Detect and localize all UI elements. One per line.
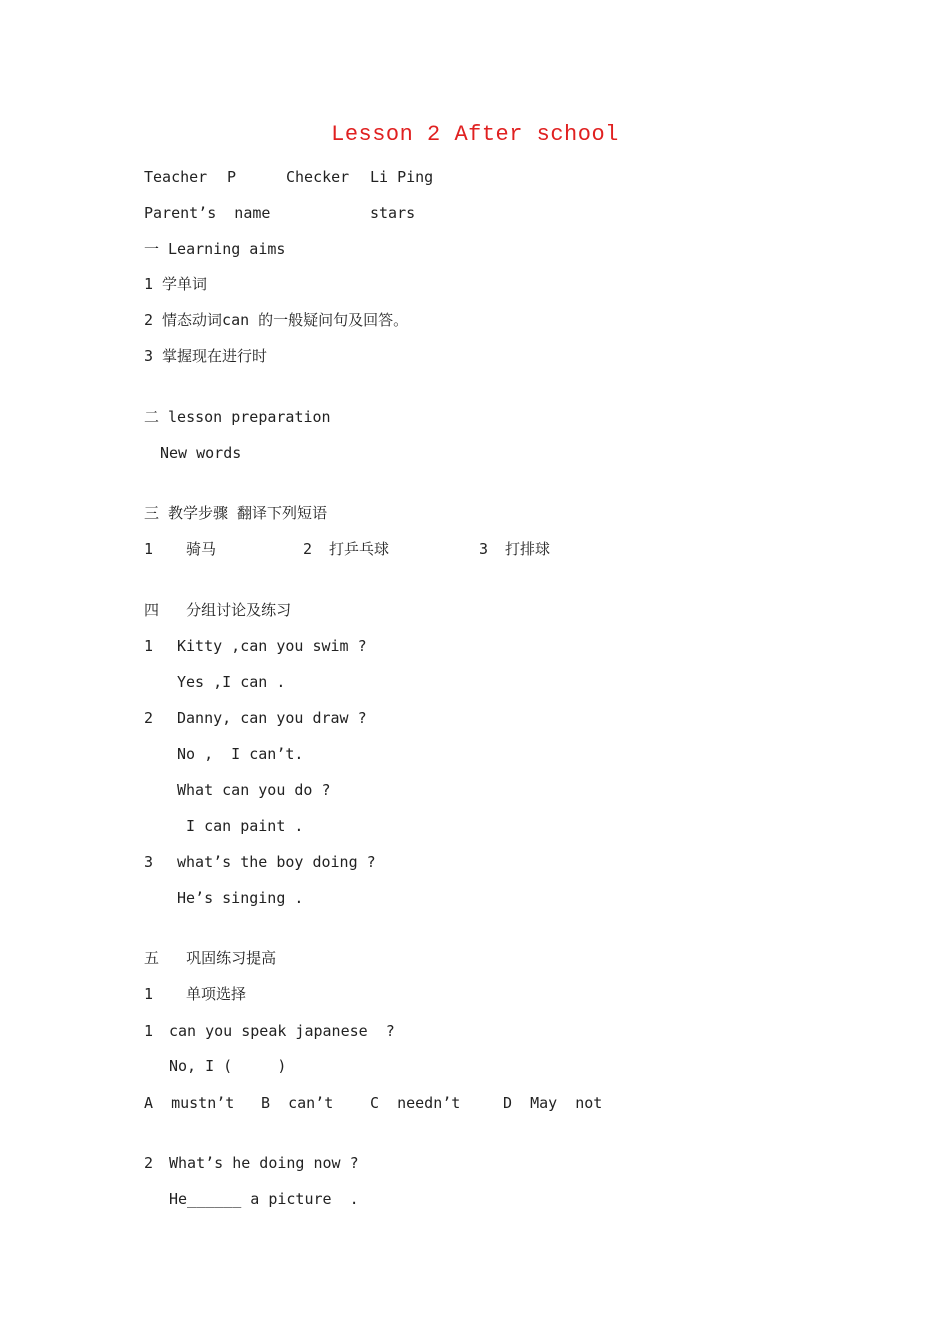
dialog-line: He’s singing . [177,889,304,907]
answer-blank: He______ a picture . [169,1190,359,1208]
question-text: can you speak japanese ? [169,1022,395,1040]
dialog-line: what’s the boy doing ? [177,853,376,871]
option-a: A mustn’t [144,1094,235,1112]
subheading-multiple-choice: 单项选择 [186,985,247,1003]
checker-value: Li Ping [370,168,434,186]
new-words-label: New words [160,444,242,462]
parent-name-label: Parent’s name [144,204,271,222]
question-number: 2 [144,1154,154,1172]
subheading-number: 1 [144,985,154,1003]
option-d: D May not [503,1094,603,1112]
page-title: Lesson 2 After school [331,122,619,147]
teacher-label: Teacher [144,168,208,186]
dialog-number: 2 [144,709,154,727]
dialog-line: Yes ,I can . [177,673,286,691]
section-heading-discussion: 四 分组讨论及练习 [144,601,292,619]
option-b: B can’t [261,1094,334,1112]
section-heading-steps: 三 教学步骤 翻译下列短语 [144,504,328,522]
phrase-text: 打乒乓球 [329,540,390,558]
aim-item: 1 学单词 [144,275,208,293]
phrase-number: 2 [303,540,313,558]
answer-blank: No, I ( ) [169,1057,287,1075]
dialog-line: No , I can’t. [177,745,304,763]
aim-item: 3 掌握现在进行时 [144,347,268,365]
dialog-number: 1 [144,637,154,655]
aim-item: 2 情态动词can 的一般疑问句及回答。 [144,311,409,329]
question-text: What’s he doing now ? [169,1154,359,1172]
dialog-line: Kitty ,can you swim ? [177,637,367,655]
phrase-number: 1 [144,540,154,558]
section-heading-practice: 五 巩固练习提高 [144,949,277,967]
stars-label: stars [370,204,416,222]
option-c: C needn’t [370,1094,461,1112]
checker-label: Checker [286,168,350,186]
dialog-number: 3 [144,853,154,871]
dialog-line: I can paint . [177,817,304,835]
section-heading-preparation: 二 lesson preparation [144,408,331,426]
phrase-text: 骑马 [186,540,217,558]
teacher-value: P [227,168,237,186]
dialog-line: Danny, can you draw ? [177,709,367,727]
question-number: 1 [144,1022,154,1040]
phrase-number: 3 [479,540,489,558]
section-heading-aims: 一 Learning aims [144,240,286,258]
dialog-line: What can you do ? [177,781,331,799]
phrase-text: 打排球 [505,540,551,558]
